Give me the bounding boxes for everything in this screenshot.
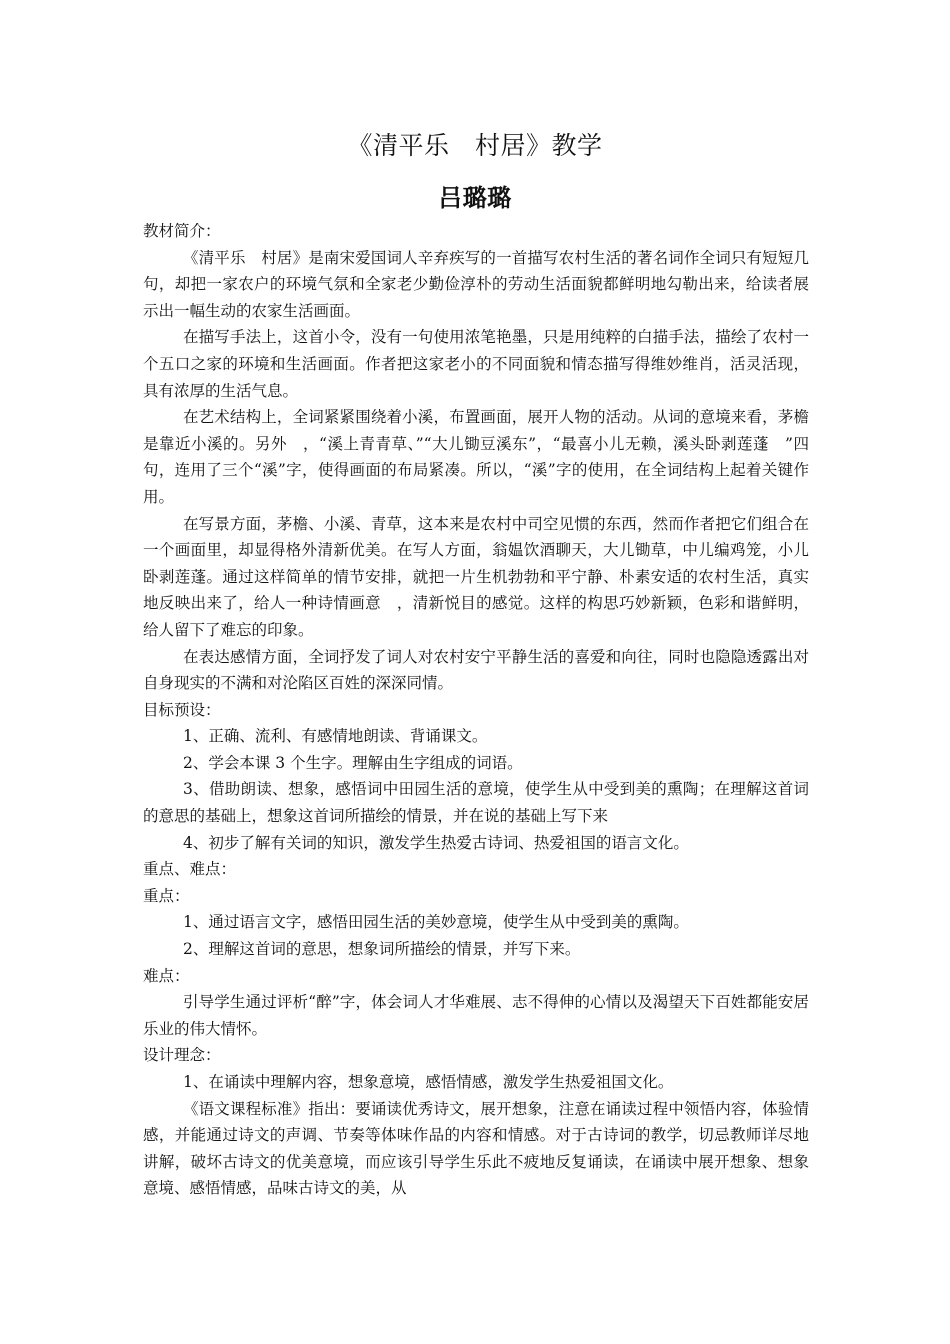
goal-item: 1、正确、流利、有感情地朗读、背诵课文。 <box>183 727 488 746</box>
goal-item: 4、初步了解有关词的知识，激发学生热爱古诗词、热爱祖国的语言文化。 <box>183 833 689 852</box>
goal-item: 3、借助朗读、想象，感悟词中田园生活的意境，使学生从中受到美的熏陶；在理解这首词的意思的基础上，想象这首词所描绘的情景，并在说的基础上写下来 <box>143 780 809 826</box>
design-item: 1、在诵读中理解内容，想象意境，感悟情感，激发学生热爱祖国文化。 <box>183 1073 674 1091</box>
key-item: 1、通过语言文字，感悟田园生活的美妙意境，使学生从中受到美的熏陶。 <box>183 913 689 932</box>
section-heading-intro: 教材简介： <box>143 222 221 240</box>
section-heading-goals: 目标预设： <box>143 700 221 719</box>
key-item: 2、理解这首词的意思，想象词所描绘的情景，并写下来。 <box>183 940 581 959</box>
section-heading-keypoints: 重点、难点： <box>143 860 237 879</box>
section-heading-key: 重点： <box>143 886 190 905</box>
intro-paragraph: 在表达感情方面，全词抒发了词人对农村安宁平静生活的喜爱和向往，同时也隐隐透露出对自身现实的不满和对沦陷区百姓的深深同情。 <box>143 647 809 693</box>
difficult-text: 引导学生通过评析“醉”字，体会词人才华难展、志不得伸的心情以及渴望天下百姓都能安居乐业的伟大情怀。 <box>143 993 809 1038</box>
intro-paragraph: 在描写手法上，这首小令，没有一句使用浓笔艳墨，只是用纯粹的白描手法，描绘了农村一个五口之家的环境和生活画面。作者把这家老小的不同面貌和情态描写得维妙维肖，活灵活现，具有浓厚的生活气息。 <box>143 328 809 400</box>
intro-paragraph: 《清平乐 村居》是南宋爱国词人辛弃疾写的一首描写农村生活的著名词作全词只有短短几句，却把一家农户的环境气氛和全家老少勤俭淳朴的劳动生活面貌都鲜明地勾勒出来，给读者展示出一幅生动的农家生活画面。 <box>143 248 809 320</box>
document-title: 《清平乐 村居》教学 <box>347 131 603 160</box>
goal-item: 2、学会本课 3 个生字。理解由生字组成的词语。 <box>183 753 523 772</box>
intro-paragraph: 在写景方面，茅檐、小溪、青草，这本来是农村中司空见惯的东西，然而作者把它们组合在一个画面里，却显得格外清新优美。在写人方面，翁媪饮酒聊天，大儿锄草，中儿编鸡笼，小儿卧剥莲蓬。通过这样简单的情节安排，就把一片生机勃勃和平宁静、朴素安适的农村生活，真实地反映出来了，给人一种诗情画意 ，清新悦目的感觉。这样的构思巧妙新颖，色彩和谐鲜明，给人留下了难忘的印象。 <box>143 514 809 639</box>
design-item: 《语文课程标准》指出：要诵读优秀诗文，展开想象，注意在诵读过程中领悟内容，体验情感，并能通过诗文的声调、节奏等体味作品的内容和情感。对于古诗词的教学，切忌教师详尽地讲解，破坏古诗文的优美意境，而应该引导学生乐此不疲地反复诵读，在诵读中展开想象、想象意境、感悟情感，品味古诗文的美，从 <box>143 1099 809 1198</box>
section-heading-difficult: 难点： <box>143 966 190 985</box>
document-author: 吕璐璐 <box>438 184 512 212</box>
document-body <box>143 218 809 1202</box>
intro-paragraph: 在艺术结构上，全词紧紧围绕着小溪，布置画面，展开人物的活动。从词的意境来看，茅檐是靠近小溪的。另外 ，“溪上青青草、”“大儿锄豆溪东”，“最喜小儿无赖，溪头卧剥莲蓬 ”四句，连用了三个“溪”字，使得画面的布局紧凑。所以，“溪”字的使用，在全词结构上起着关键作用。 <box>143 408 809 506</box>
section-heading-design: 设计理念： <box>143 1046 221 1065</box>
